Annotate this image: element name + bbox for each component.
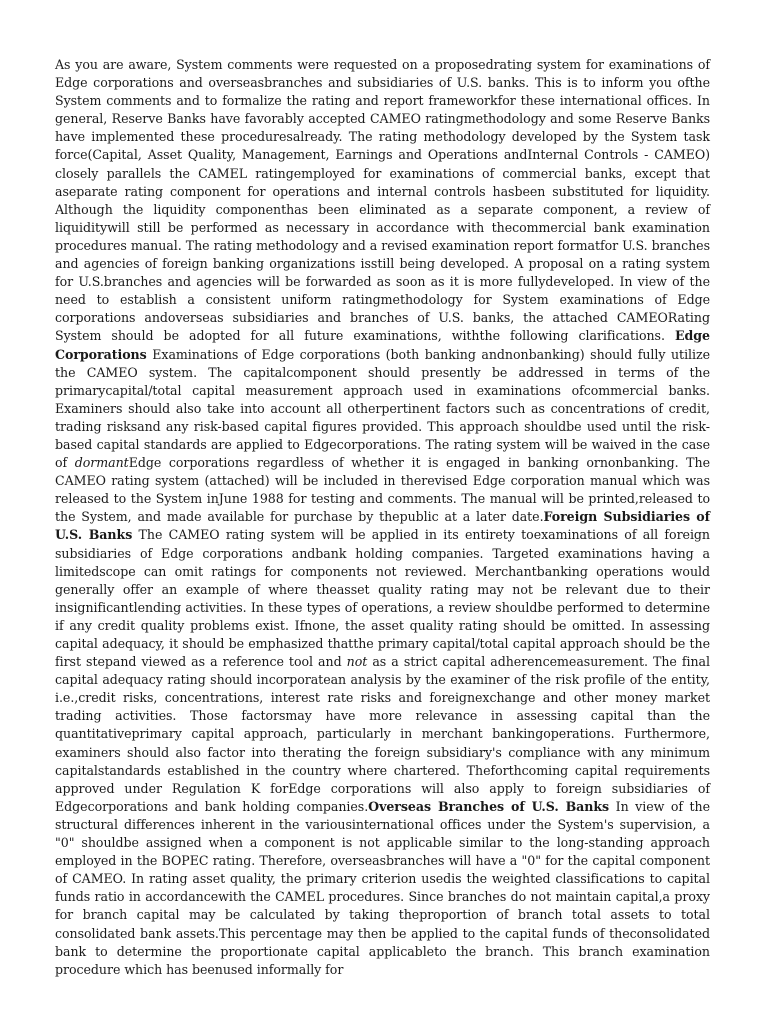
body-text: As you are aware, System comments were requested on a proposedrating system for examinations of Edge corporations and overseasbranches and subsidiaries of U.S. banks. This is to inform you ofthe System comments and to formalize the rating and report frameworkfor these international offices. In general, Reserve Banks have favorably accepted CAMEO ratingmethodology and some Reserve Banks have implemented these proceduresalready. The rating methodology developed by the System task force(Capital, Asset Quality, Management, Earnings and Operations andInternal Controls - CAMEO) closely parallels the CAMEL ratingemployed for examinations of commercial banks, except that aseparate rating component for operations and internal controls hasbeen substituted for liquidity. Although the liquidity componenthas been eliminated as a separate component, a review of liquiditywill still be performed as necessary in accordance with thecommercial bank examination procedures manual. The rating methodology and a revised examination report formatfor U.S. branches and agencies of foreign banking organizations isstill being developed. A proposal on a rating system for U.S.branches and agencies will be forwarded as soon as it is more fullydeveloped. In view of the need to establish a consistent uniform ratingmethodology for System examinations of Edge corporations andoverseas subsidiaries and branches of U.S. banks, the attached CAMEORating System should be adopted for all future examinations, withthe following clarifications. (55, 57, 710, 344)
section-heading-edge-corporations: Edge Corporations (55, 328, 710, 362)
section-heading-overseas-branches: Overseas Branches of U.S. Banks (368, 798, 610, 814)
emphasis-text: dormant (74, 455, 129, 471)
emphasis-text: not (346, 654, 368, 670)
body-text: Edge corporations regardless of whether it is engaged in banking ornonbanking. The CAMEO rating system (attached) will be included in therevised Edge corporation manual which was released to the System inJune 1988 for testing and comments. The manual will be printed,released to the System, and made available for purchase by thepublic at a later date. (55, 455, 710, 525)
document-body (55, 56, 710, 979)
section-heading-foreign-subsidiaries: Foreign Subsidiaries of U.S. Banks (55, 509, 710, 543)
body-text: The CAMEO rating system will be applied in its entirety toexaminations of all foreign subsidiaries of Edge corporations andbank holding companies. Targeted examinations having a limitedscope can omit ratings for components not reviewed. Merchantbanking operations would generally offer an example of where theasset quality rating may not be relevant due to their insignificantlending activities. In these types of operations, a review shouldbe performed to determine if any credit quality problems exist. Ifnone, the asset quality rating should be omitted. In assessing capital adequacy, it should be emphasized thatthe primary capital/total capital approach should be the first stepand viewed as a reference tool and (55, 527, 710, 670)
body-text: In view of the structural differences inherent in the variousinternational offices under the System's supervision, a "0" shouldbe assigned when a component is not applicable similar to the long-standing approach employed in the BOPEC rating. Therefore, overseasbranches will have a "0" for the capital component of CAMEO. In rating asset quality, the primary criterion usedis the weighted classifications to capital funds ratio in accordancewith the CAMEL procedures. Since branches do not maintain capital,a proxy for branch capital may be calculated by taking theproportion of branch total assets to total consolidated bank assets.This percentage may then be applied to the capital funds of theconsolidated bank to determine the proportionate capital applicableto the branch. This branch examination procedure which has beenused informally for (55, 798, 711, 977)
body-text: Examinations of Edge corporations (both banking andnonbanking) should fully utilize the CAMEO system. The capitalcomponent should presently be addressed in terms of the primarycapital/total capital measurement approach used in examinations ofcommercial banks. Examiners should also take into account all otherpertinent factors such as concentrations of credit, trading risksand any risk-based capital figures provided. This approach shouldbe used until the risk-based capital standards are applied to Edgecorporations. The rating system will be waived in the case of (55, 346, 710, 471)
body-text: as a strict capital adherencemeasurement. The final capital adequacy rating should incorporatean analysis by the examiner of the risk profile of the entity, i.e.,credit risks, concentrations, interest rate risks and foreignexchange and other money market trading activities. Those factorsmay have more relevance in assessing capital than the quantitativeprimary capital approach, particularly in merchant bankingoperations. Furthermore, examiners should also factor into therating the foreign subsidiary's compliance with any minimum capitalstandards established in the country where chartered. Theforthcoming capital requirements approved under Regulation K forEdge corporations will also apply to foreign subsidiaries of Edgecorporations and bank holding companies. (55, 654, 710, 814)
